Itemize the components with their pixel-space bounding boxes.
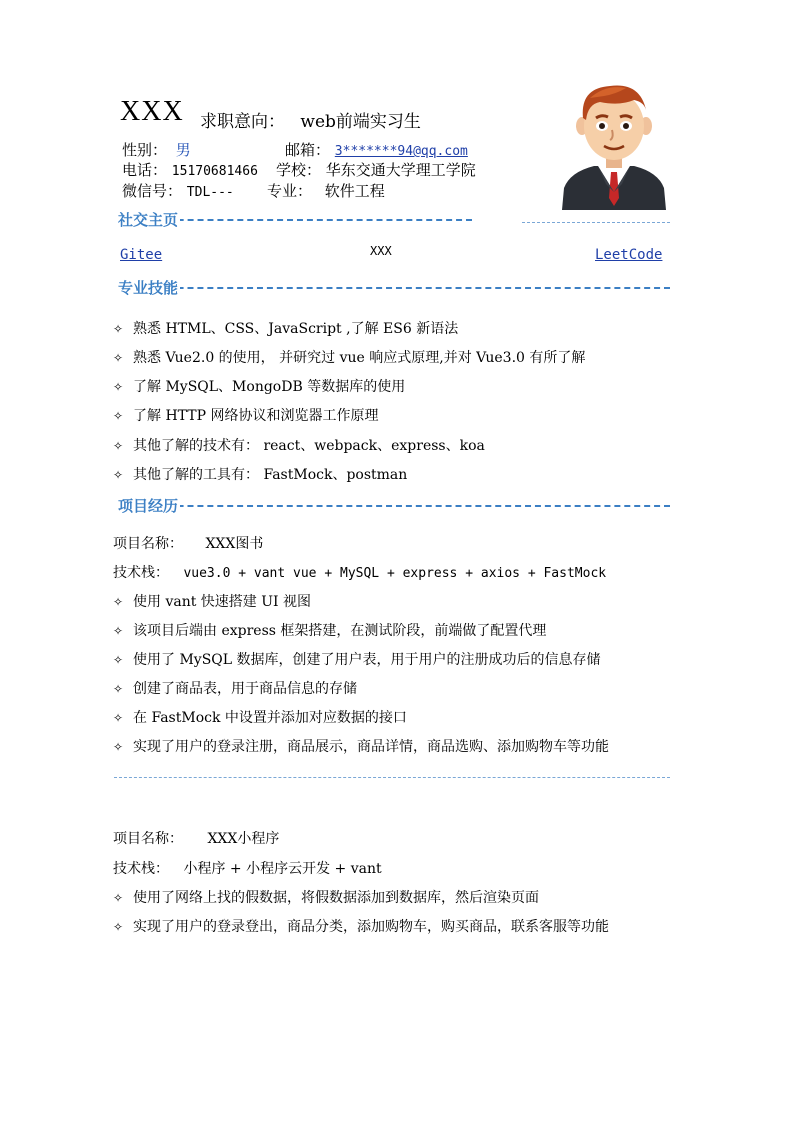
section-social-header [118,209,472,231]
project-stack-label: 技术栈： [113,861,169,877]
section-skills-title: 专业技能 [118,279,179,297]
project-stack-row [113,858,382,878]
project-name-value: XXX小程序 [207,831,280,847]
skill-item: ✧ 其他了解的技术有： react、webpack、express、koa [113,438,485,454]
leetcode-link[interactable]: LeetCode [595,247,663,263]
section-projects-title: 项目经历 [118,497,179,515]
phone-row [122,159,258,180]
project-name-label: 项目名称： [113,831,183,847]
major-row [267,180,385,201]
project-item: ✧ 创建了商品表，用于商品信息的存储 [113,681,357,697]
project-item: ✧ 实现了用户的登录登出，商品分类，添加购物车，购买商品，联系客服等功能 [113,919,609,935]
project-item: ✧ 使用了网络上找的假数据，将假数据添加到数据库，然后渲染页面 [113,890,539,906]
phone-label: 电话： [122,161,168,179]
major-label: 专业： [267,182,313,200]
diamond-bullet-icon: ✧ [113,409,124,423]
skill-item: ✧ 熟悉 Vue2.0 的使用， 并研究过 vue 响应式原理,并对 Vue3.0 有所了解 [113,350,586,366]
gender-row [122,139,191,160]
diamond-bullet-icon: ✧ [113,322,124,336]
job-intent [200,107,421,132]
job-intent-value: web前端实习生 [300,112,421,132]
diamond-bullet-icon: ✧ [113,439,124,453]
section-projects-header [118,495,670,517]
project-name-value: XXX图书 [205,536,264,552]
skill-item: ✧ 熟悉 HTML、CSS、JavaScript ,了解 ES6 新语法 [113,321,459,337]
project-name-row [113,828,279,848]
school-label: 学校： [276,161,322,179]
gender-value: 男 [175,141,191,159]
project-divider [114,777,670,778]
social-middle-text: XXX [370,244,392,258]
wechat-value: TDL--- [186,185,234,200]
avatar [560,80,668,210]
skill-item: ✧ 了解 HTTP 网络协议和浏览器工作原理 [113,408,379,424]
diamond-bullet-icon: ✧ [113,468,124,482]
school-row [276,159,476,180]
diamond-bullet-icon: ✧ [113,624,124,638]
section-social-title: 社交主页 [118,211,179,229]
section-skills-header [118,277,670,299]
gitee-link[interactable]: Gitee [120,247,163,263]
project-stack-label: 技术栈： [113,565,169,581]
diamond-bullet-icon: ✧ [113,653,124,667]
project-item: ✧ 使用了 MySQL 数据库，创建了用户表，用于用户的注册成功后的信息存储 [113,652,601,668]
diamond-bullet-icon: ✧ [113,711,124,725]
email-link[interactable]: 3*******94@qq.com [334,144,468,159]
diamond-bullet-icon: ✧ [113,351,124,365]
project-item: ✧ 实现了用户的登录注册，商品展示，商品详情，商品选购、添加购物车等功能 [113,739,609,755]
skill-item: ✧ 其他了解的工具有： FastMock、postman [113,467,408,483]
project-item: ✧ 该项目后端由 express 框架搭建，在测试阶段，前端做了配置代理 [113,623,547,639]
project-item: ✧ 在 FastMock 中设置并添加对应数据的接口 [113,710,407,726]
project-name-row [113,533,263,553]
job-intent-label: 求职意向： [200,112,285,132]
diamond-bullet-icon: ✧ [113,740,124,754]
major-value: 软件工程 [324,182,385,200]
gender-label: 性别： [122,141,168,159]
diamond-bullet-icon: ✧ [113,682,124,696]
email-label: 邮箱： [285,141,331,159]
phone-value: 15170681466 [171,164,258,179]
section-skills-divider [118,287,670,289]
project-stack-value: vue3.0 + vant vue + MySQL + express + axios + FastMock [183,566,607,581]
social-divider-extension [522,222,670,223]
project-stack-row [113,562,606,582]
diamond-bullet-icon: ✧ [113,380,124,394]
email-row [285,139,468,160]
skill-item: ✧ 了解 MySQL、MongoDB 等数据库的使用 [113,379,406,395]
wechat-label: 微信号： [122,182,183,200]
project-item: ✧ 使用 vant 快速搭建 UI 视图 [113,594,312,610]
school-value: 华东交通大学理工学院 [325,161,476,179]
diamond-bullet-icon: ✧ [113,891,124,905]
diamond-bullet-icon: ✧ [113,920,124,934]
project-name-label: 项目名称： [113,536,183,552]
wechat-row [122,180,234,201]
project-stack-value: 小程序 + 小程序云开发 + vant [183,861,382,877]
candidate-name: XXX [120,96,184,127]
diamond-bullet-icon: ✧ [113,595,124,609]
section-projects-divider [118,505,670,507]
